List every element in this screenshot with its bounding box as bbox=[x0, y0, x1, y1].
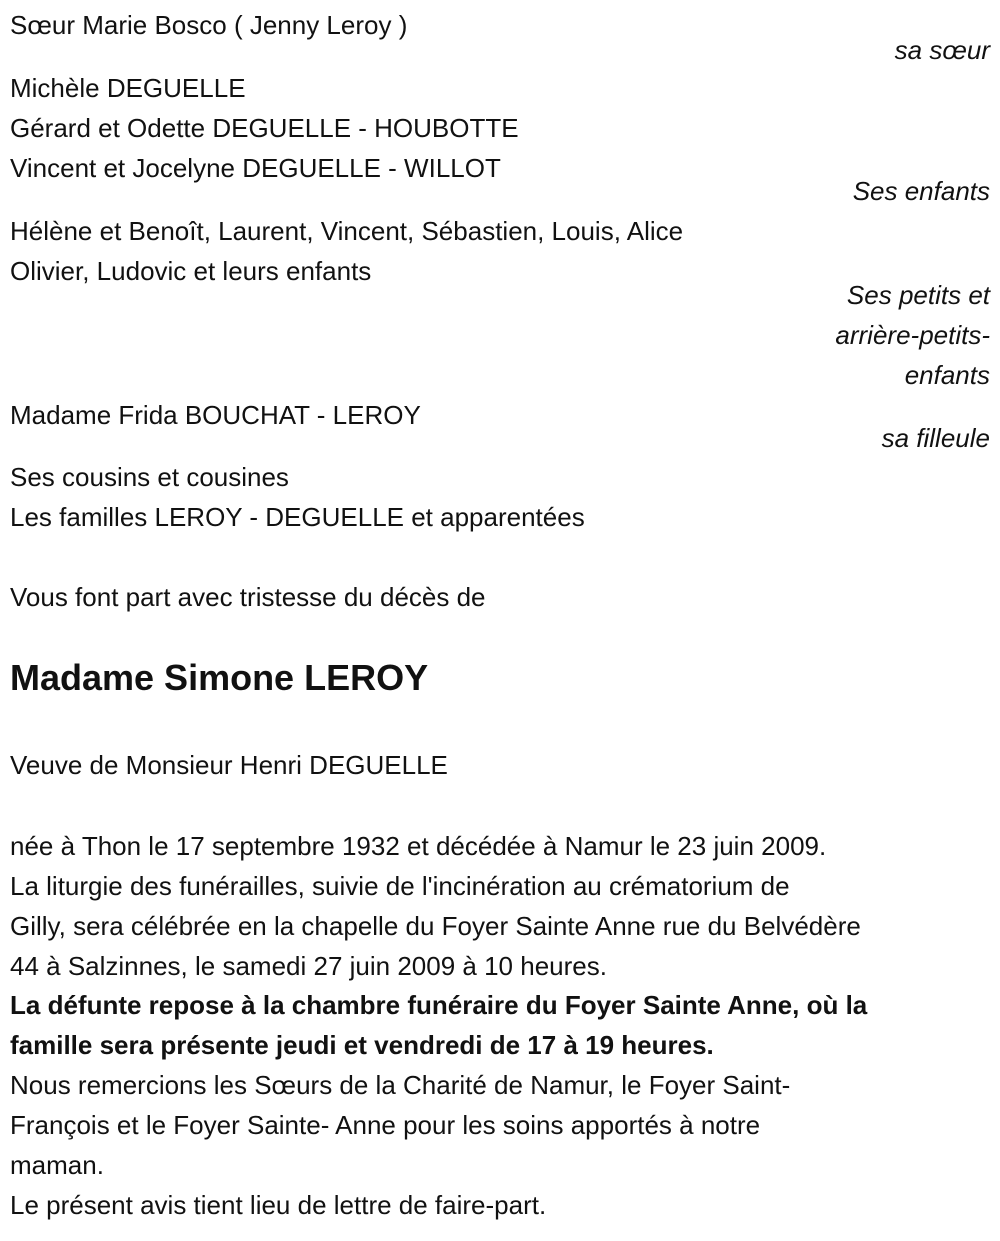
bold-notice-line: famille sera présente jeudi et vendredi de 17 à 19 heures. bbox=[10, 1030, 714, 1060]
family-member: Michèle DEGUELLE bbox=[10, 73, 246, 103]
relation-label: arrière-petits- bbox=[835, 320, 990, 350]
bold-notice-line: La défunte repose à la chambre funéraire du Foyer Sainte Anne, où la bbox=[10, 990, 868, 1020]
widow-of: Veuve de Monsieur Henri DEGUELLE bbox=[10, 750, 448, 780]
family-member: Vincent et Jocelyne DEGUELLE - WILLOT bbox=[10, 153, 501, 183]
body-line: La liturgie des funérailles, suivie de l'incinération au crématorium de bbox=[10, 871, 790, 901]
family-member: Madame Frida BOUCHAT - LEROY bbox=[10, 400, 421, 430]
closing-line: Le présent avis tient lieu de lettre de faire-part. bbox=[10, 1190, 547, 1220]
relation-label: enfants bbox=[904, 360, 990, 390]
family-member: Gérard et Odette DEGUELLE - HOUBOTTE bbox=[10, 113, 519, 143]
relation-label: Ses enfants bbox=[852, 176, 990, 206]
family-member: Sœur Marie Bosco ( Jenny Leroy ) bbox=[10, 10, 408, 40]
body-line: née à Thon le 17 septembre 1932 et décédée à Namur le 23 juin 2009. bbox=[10, 831, 827, 861]
relation-label: sa sœur bbox=[894, 35, 990, 65]
body-line: Gilly, sera célébrée en la chapelle du Foyer Sainte Anne rue du Belvédère bbox=[10, 911, 861, 941]
family-member: Ses cousins et cousines bbox=[10, 462, 289, 492]
deceased-name: Madame Simone LEROY bbox=[10, 657, 429, 698]
relation-label: Ses petits et bbox=[846, 280, 990, 310]
family-member: Les familles LEROY - DEGUELLE et apparentées bbox=[10, 502, 585, 532]
announcement: Vous font part avec tristesse du décès de bbox=[10, 582, 486, 612]
closing-line: François et le Foyer Sainte- Anne pour les soins apportés à notre bbox=[10, 1110, 761, 1140]
family-member: Hélène et Benoît, Laurent, Vincent, Sébastien, Louis, Alice bbox=[10, 216, 684, 246]
closing-line: maman. bbox=[10, 1150, 104, 1180]
closing-line: Nous remercions les Sœurs de la Charité de Namur, le Foyer Saint- bbox=[10, 1070, 791, 1100]
family-member: Olivier, Ludovic et leurs enfants bbox=[10, 256, 372, 286]
body-line: 44 à Salzinnes, le samedi 27 juin 2009 à 10 heures. bbox=[10, 951, 607, 981]
relation-label: sa filleule bbox=[881, 423, 990, 453]
